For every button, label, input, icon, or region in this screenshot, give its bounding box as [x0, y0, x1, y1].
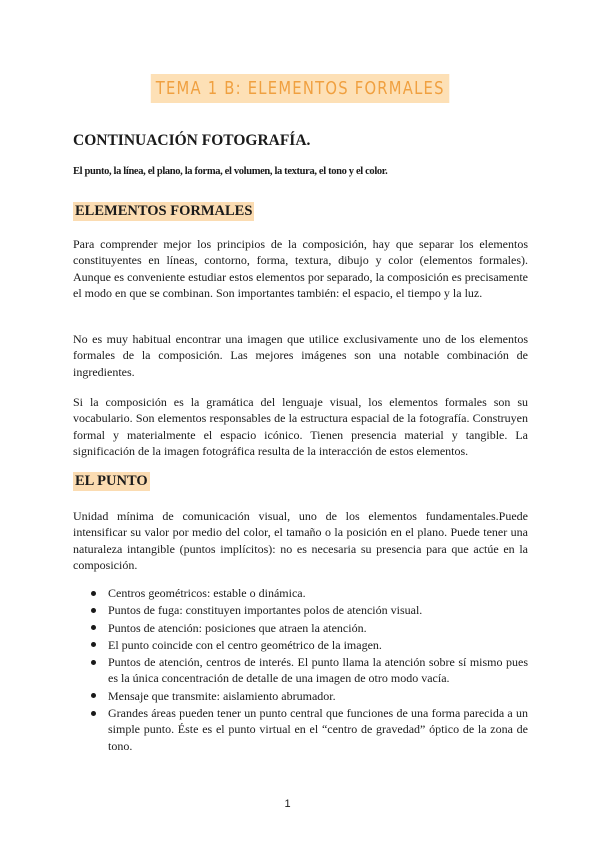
paragraph: Si la composición es la gramática del lenguaje visual, los elementos formales son su vocabulario. Son elementos responsables de la estructura espacial de la fotografía. Construyen formal y materialmente el espacio icónico. Tienen presencia material y tangible. La significación de la imagen fotográfica resulta de la interacción de estos elementos. [73, 395, 528, 458]
bullet-icon [91, 625, 96, 630]
list-item: Centros geométricos: estable o dinámica. [73, 585, 528, 601]
page-title: TEMA 1 B: ELEMENTOS FORMALES [151, 74, 450, 103]
topics-subtitle: El punto, la línea, el plano, la forma, el volumen, la textura, el tono y el color. [73, 166, 388, 177]
list-item: El punto coincide con el centro geométrico de la imagen. [73, 637, 528, 653]
section-heading-el-punto: EL PUNTO [75, 473, 148, 489]
bullet-icon [91, 608, 96, 613]
paragraph: Unidad mínima de comunicación visual, uno de los elementos fundamentales.Puede intensificar su valor por medio del color, el tamaño o la posición en el plano. Puede tener una naturaleza intangible (puntos implícitos): no es necesaria su presencia para que actúe en la composición. [73, 509, 528, 572]
paragraph: No es muy habitual encontrar una imagen que utilice exclusivamente uno de los elementos formales de la composición. Las mejores imágenes son una notable combinación de ingredientes. [73, 332, 528, 379]
title-container [0, 74, 600, 103]
page-number: 1 [284, 798, 291, 810]
continuation-heading: CONTINUACIÓN FOTOGRAFÍA. [73, 132, 311, 149]
bullet-icon [91, 591, 96, 596]
bullet-list [73, 585, 528, 755]
bullet-icon [91, 660, 96, 665]
paragraph: Para comprender mejor los principios de la composición, hay que separar los elementos constituyentes en líneas, contorno, forma, textura, dibujo y color (elementos formales). Aunque es conveniente estudiar estos elementos por separado, la composición es precisamente el modo en que se combinan. Son importantes también: el espacio, el tiempo y la luz. [73, 237, 528, 300]
bullet-icon [91, 711, 96, 716]
bullet-icon [91, 642, 96, 647]
list-item: Puntos de fuga: constituyen importantes polos de atención visual. [73, 602, 528, 618]
list-item: Puntos de atención, centros de interés. El punto llama la atención sobre sí mismo pues es la única concentración de detalle de una imagen de otro modo vacía. [73, 654, 528, 687]
list-item: Grandes áreas pueden tener un punto central que funciones de una forma parecida a un simple punto. Éste es el punto virtual en el “centro de gravedad” óptico de la zona de tono. [73, 705, 528, 754]
bullet-icon [91, 693, 96, 698]
list-item: Puntos de atención: posiciones que atraen la atención. [73, 620, 528, 636]
list-item: Mensaje que transmite: aislamiento abrumador. [73, 688, 528, 704]
section-heading-elementos-formales: ELEMENTOS FORMALES [75, 203, 253, 219]
